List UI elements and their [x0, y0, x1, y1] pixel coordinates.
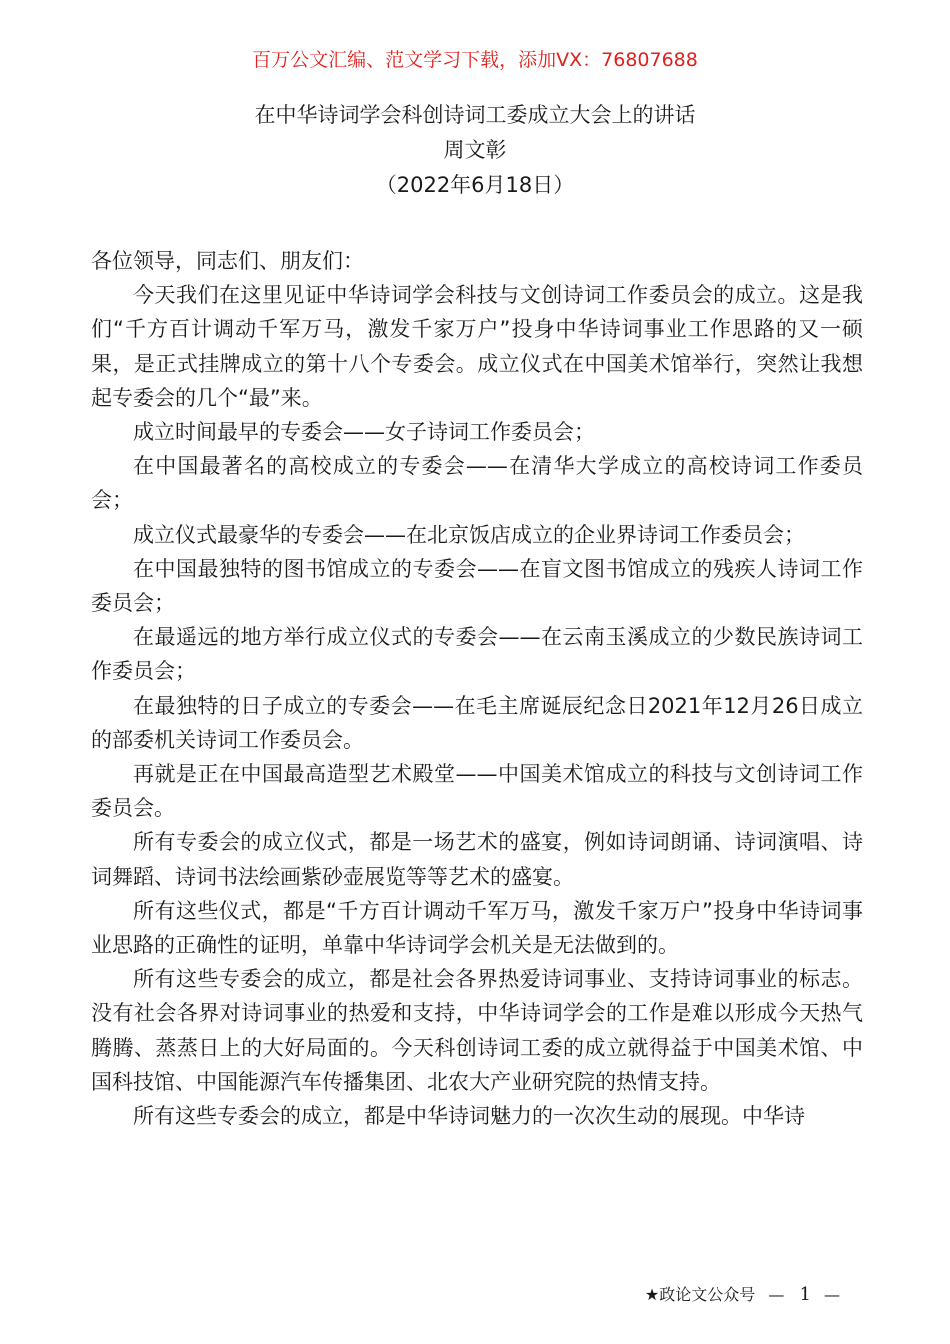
- paragraph: 今天我们在这里见证中华诗词学会科技与文创诗词工作委员会的成立。这是我们“千方百计调动千军万马，激发千家万户”投身中华诗词事业工作思路的又一硕果，是正式挂牌成立的第十八个专委会。成立仪式在中国美术馆举行，突然让我想起专委会的几个“最”来。: [91, 283, 863, 410]
- footer-dash-right: —: [824, 1285, 840, 1304]
- header-banner: 百万公文汇编、范文学习下载，添加VX：76807688: [252, 49, 698, 71]
- page-footer: [645, 1283, 840, 1307]
- speaker-name: 周文彰: [443, 138, 507, 162]
- footer-dash-left: —: [768, 1285, 785, 1304]
- paragraph: 所有这些专委会的成立，都是社会各界热爱诗词事业、支持诗词事业的标志。没有社会各界对诗词事业的热爱和支持，中华诗词学会的工作是难以形成今天热气腾腾、蒸蒸日上的大好局面的。今天科创诗词工委的成立就得益于中国美术馆、中国科技馆、中国能源汽车传播集团、北农大产业研究院的热情支持。: [91, 967, 863, 1094]
- paragraph: 在中国最著名的高校成立的专委会——在清华大学成立的高校诗词工作委员会；: [91, 454, 863, 513]
- paragraph: 所有这些仪式，都是“千方百计调动千军万马，激发千家万户”投身中华诗词事业思路的正确性的证明，单靠中华诗词学会机关是无法做到的。: [91, 898, 863, 958]
- page-number: 1: [799, 1284, 811, 1305]
- footer-source: ★政论文公众号: [644, 1285, 756, 1304]
- salutation: 各位领导，同志们、朋友们：: [91, 249, 364, 273]
- speech-date: （2022年6月18日）: [375, 173, 575, 197]
- paragraph: 所有专委会的成立仪式，都是一场艺术的盛宴，例如诗词朗诵、诗词演唱、诗词舞蹈、诗词书法绘画紫砂壶展览等等艺术的盛宴。: [91, 830, 863, 889]
- paragraph: 在最遥远的地方举行成立仪式的专委会——在云南玉溪成立的少数民族诗词工作委员会；: [91, 625, 863, 684]
- paragraph: 所有这些专委会的成立，都是中华诗词魅力的一次次生动的展现。中华诗: [133, 1104, 805, 1129]
- paragraph: 在最独特的日子成立的专委会——在毛主席诞辰纪念日2021年12月26日成立的部委机关诗词工作委员会。: [91, 693, 863, 752]
- paragraph: 成立时间最早的专委会——女子诗词工作委员会；: [133, 420, 595, 445]
- paragraph: 成立仪式最豪华的专委会——在北京饭店成立的企业界诗词工作委员会；: [133, 522, 805, 547]
- speech-title: 在中华诗词学会科创诗词工委成立大会上的讲话: [254, 103, 696, 127]
- paragraph: 在中国最独特的图书馆成立的专委会——在盲文图书馆成立的残疾人诗词工作委员会；: [91, 556, 863, 616]
- title-block: [0, 98, 950, 203]
- paragraph: 再就是正在中国最高造型艺术殿堂——中国美术馆成立的科技与文创诗词工作委员会。: [91, 762, 863, 821]
- speech-body: [91, 244, 863, 1133]
